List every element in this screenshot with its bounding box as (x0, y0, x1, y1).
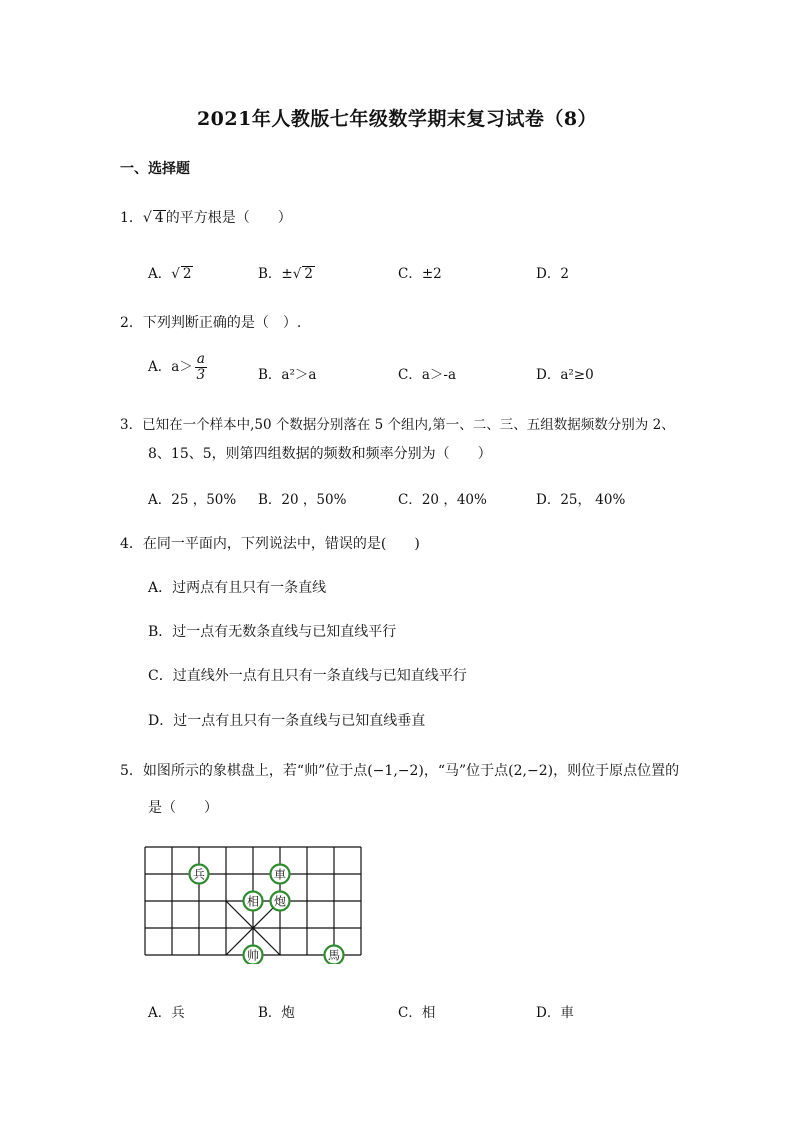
option-letter: B． (258, 492, 282, 508)
question-1 (120, 207, 292, 227)
chess-piece (271, 865, 290, 884)
numerator: a (196, 351, 205, 367)
q2-option-b[interactable] (258, 363, 316, 383)
q5-option-b[interactable] (258, 1001, 295, 1021)
option-text: 25 ，50% (171, 492, 237, 508)
denominator: 3 (196, 366, 206, 383)
option-text: 25， 40% (560, 492, 626, 508)
q4-option-d[interactable]: D．过一点有且只有一条直线与已知直线垂直 (148, 713, 426, 729)
option-text: 兵 (171, 1005, 185, 1021)
q1-option-d[interactable] (536, 262, 569, 282)
option-text: 20 ，50% (281, 492, 347, 508)
q1-option-b[interactable] (258, 262, 315, 282)
question-3-line-1: 3．已知在一个样本中,50 个数据分别落在 5 个组内,第一、二、三、五组数据频数分别为 2、 (120, 417, 675, 433)
option-text: 相 (421, 1005, 436, 1021)
chess-piece (190, 865, 209, 884)
option-letter: D． (536, 266, 561, 282)
question-5-line-2: 是（ ） (148, 800, 218, 816)
option-letter: A． (148, 266, 172, 282)
option-text: 炮 (281, 1005, 295, 1021)
plus-minus: ± (281, 266, 293, 282)
piece-label: 兵 (192, 867, 206, 882)
q3-option-b[interactable] (258, 488, 346, 508)
chess-piece (271, 892, 290, 911)
option-letter: A． (148, 1005, 172, 1021)
q5-option-d[interactable] (536, 1001, 574, 1021)
chess-board-figure (144, 846, 366, 964)
option-letter: B． (258, 367, 282, 383)
chess-piece (244, 892, 263, 911)
option-text: a²＞a (281, 367, 317, 383)
piece-label: 馬 (327, 948, 341, 963)
q2-option-c[interactable] (398, 363, 456, 383)
option-letter: A． (148, 492, 172, 508)
option-letter: C． (398, 367, 422, 383)
piece-label: 車 (273, 867, 287, 882)
q2-option-a[interactable] (148, 352, 207, 383)
option-text: a＞ (171, 358, 193, 375)
q5-option-a[interactable] (148, 1001, 185, 1021)
page-title: 2021年人教版七年级数学期末复习试卷（8） (196, 108, 598, 130)
q2-option-d[interactable] (536, 363, 594, 383)
piece-label: 帅 (246, 948, 260, 963)
option-text: 車 (560, 1005, 574, 1021)
option-letter: D． (536, 1005, 561, 1021)
sqrt-symbol: √ (292, 266, 302, 282)
q3-option-a[interactable] (148, 488, 236, 508)
q4-option-c[interactable]: C．过直线外一点有且只有一条直线与已知直线平行 (148, 668, 467, 684)
option-text: 20 ，40% (421, 492, 487, 508)
q4-option-b[interactable]: B．过一点有无数条直线与已知直线平行 (148, 624, 397, 640)
section-heading: 一、选择题 (120, 161, 190, 177)
option-text: a²≥0 (560, 367, 594, 383)
option-letter: D． (536, 367, 561, 383)
fraction (195, 352, 207, 383)
piece-label: 相 (246, 894, 260, 909)
option-letter: D． (536, 492, 561, 508)
piece-label: 炮 (273, 894, 287, 909)
option-text: ±2 (421, 266, 442, 282)
chess-piece (325, 946, 344, 965)
question-text: 的平方根是（ ） (165, 210, 292, 226)
question-5-line-1: 5．如图所示的象棋盘上，若“帅”位于点(−1,−2)，“马”位于点(2,−2)，则位于原点位置的 (120, 763, 680, 779)
radicand: 2 (182, 266, 192, 282)
radicand: 4 (154, 210, 164, 226)
option-text: 2 (560, 266, 569, 282)
q1-option-a[interactable] (148, 262, 193, 282)
option-letter: C． (398, 492, 422, 508)
q1-option-c[interactable] (398, 262, 442, 282)
sqrt-symbol: √ (171, 266, 180, 282)
sqrt-symbol: √ (142, 210, 152, 226)
q5-option-c[interactable] (398, 1001, 435, 1021)
option-letter: B． (258, 1005, 282, 1021)
q3-option-d[interactable] (536, 488, 625, 508)
q4-option-a[interactable]: A．过两点有且只有一条直线 (148, 580, 327, 596)
question-3-line-2: 8、15、5，则第四组数据的频数和频率分别为（ ） (148, 446, 492, 462)
option-letter: C． (398, 1005, 422, 1021)
chess-piece (244, 946, 263, 965)
question-number: 1． (120, 210, 143, 226)
q3-option-c[interactable] (398, 488, 487, 508)
option-letter: B． (258, 266, 282, 282)
radicand: 2 (304, 266, 313, 282)
option-text: a＞-a (421, 367, 457, 383)
option-letter: A． (148, 358, 172, 375)
option-letter: C． (398, 266, 422, 282)
question-4: 4．在同一平面内，下列说法中，错误的是( ) (120, 536, 420, 552)
question-2: 2．下列判断正确的是（ ）. (120, 315, 302, 331)
